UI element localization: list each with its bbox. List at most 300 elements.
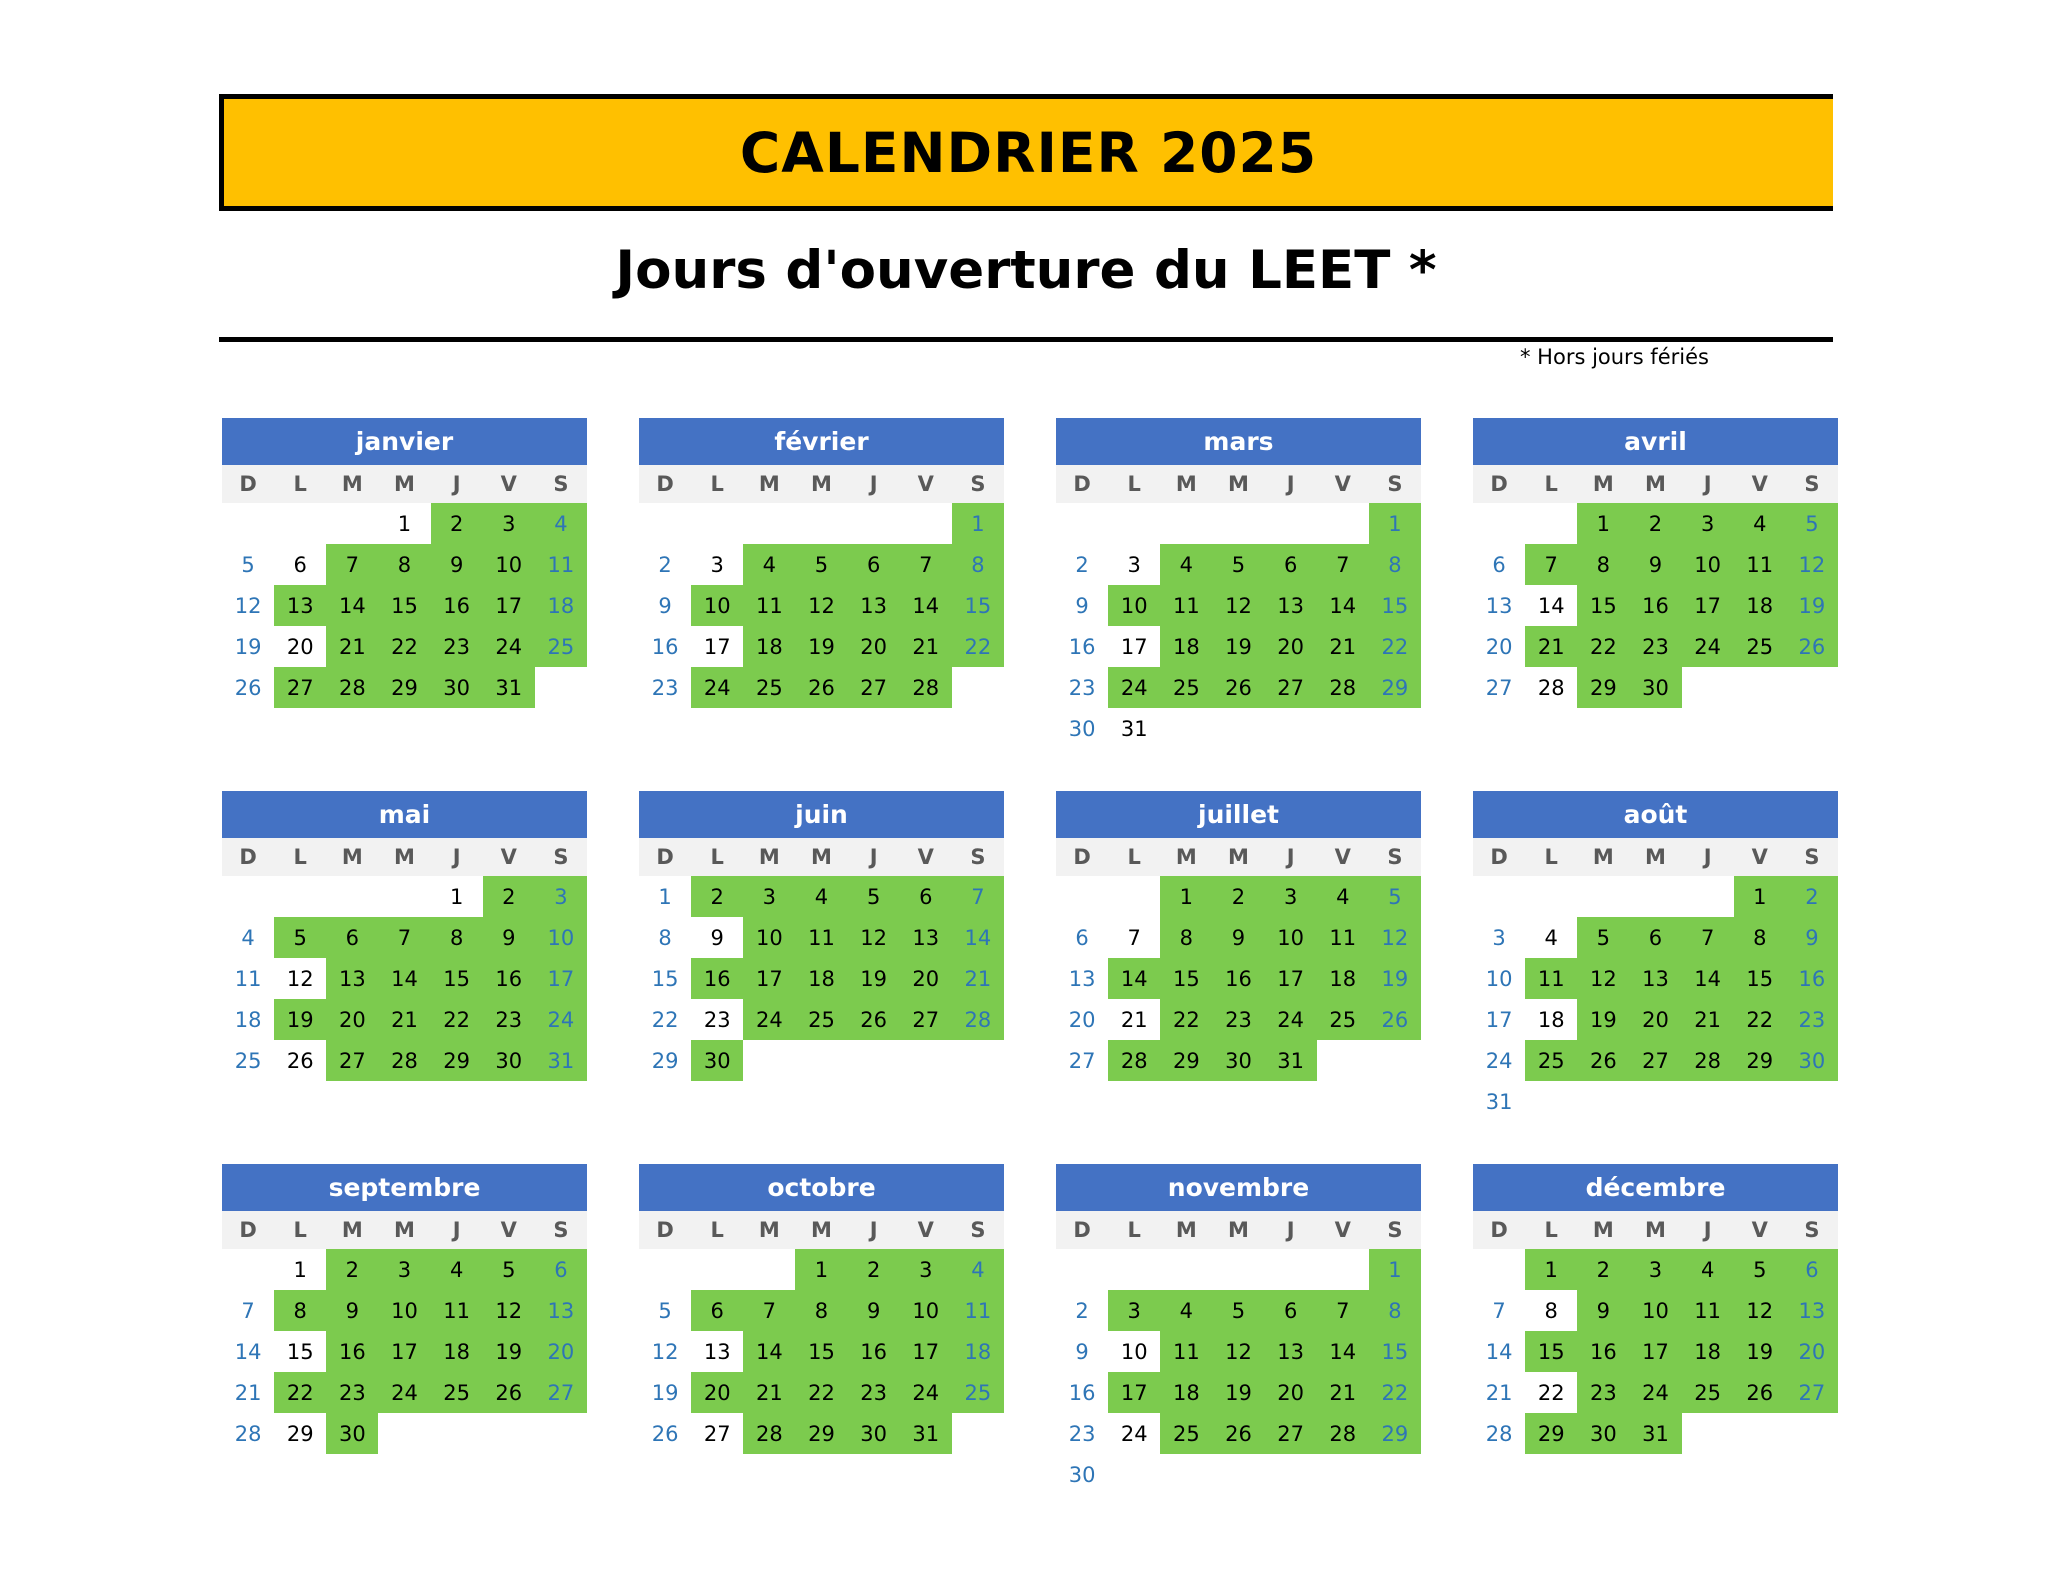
weekday-header (639, 465, 1004, 503)
day-cell: 12 (1786, 544, 1838, 585)
day-cell: 24 (483, 626, 535, 667)
day-cell: 26 (1577, 1040, 1629, 1081)
weekday-label: D (656, 1218, 674, 1242)
day-cell: 31 (1120, 716, 1148, 741)
day-cell: 19 (483, 1331, 535, 1372)
day-cell: 6 (293, 552, 307, 577)
empty-cell (1108, 503, 1160, 544)
day-cell: 28 (326, 667, 378, 708)
day-cell: 10 (743, 917, 795, 958)
day-cell: 2 (658, 552, 672, 577)
month-2 (639, 418, 1004, 708)
day-cell: 3 (1629, 1249, 1681, 1290)
day-cell: 15 (1160, 958, 1212, 999)
month-5 (222, 791, 587, 1081)
weekday-header (1056, 1211, 1421, 1249)
day-cell: 22 (378, 626, 430, 667)
day-cell: 25 (1682, 1372, 1734, 1413)
weekday-header (639, 1211, 1004, 1249)
day-cell: 27 (535, 1372, 587, 1413)
month-3 (1056, 418, 1421, 749)
day-cell: 7 (900, 544, 952, 585)
weekday-label: M (394, 1218, 415, 1242)
day-cell: 29 (651, 1048, 679, 1073)
empty-cell (1473, 876, 1525, 917)
empty-cell (1525, 876, 1577, 917)
day-cell: 21 (1317, 626, 1369, 667)
day-cell: 18 (1317, 958, 1369, 999)
day-cell: 14 (900, 585, 952, 626)
day-cell: 30 (691, 1040, 743, 1081)
day-cell: 27 (326, 1040, 378, 1081)
weekday-label: M (394, 845, 415, 869)
weekday-label: L (710, 845, 724, 869)
month-name: juillet (1056, 791, 1421, 838)
day-cell: 16 (1629, 585, 1681, 626)
day-cell: 24 (900, 1372, 952, 1413)
day-cell: 3 (1682, 503, 1734, 544)
day-cell: 12 (286, 966, 314, 991)
month-name: novembre (1056, 1164, 1421, 1211)
day-cell: 7 (1492, 1298, 1506, 1323)
day-cell: 16 (1068, 1380, 1096, 1405)
day-cell: 15 (952, 585, 1004, 626)
day-cell: 22 (1369, 626, 1421, 667)
day-cell: 24 (1108, 667, 1160, 708)
day-cell: 13 (274, 585, 326, 626)
weekday-label: V (500, 472, 517, 496)
day-cell: 3 (535, 876, 587, 917)
weekday-header (1473, 1211, 1838, 1249)
day-cell: 4 (795, 876, 847, 917)
empty-cell (743, 503, 795, 544)
weekday-label: M (811, 472, 832, 496)
day-cell: 8 (952, 544, 1004, 585)
month-name: septembre (222, 1164, 587, 1211)
weekday-label: M (1228, 1218, 1249, 1242)
day-cell: 13 (1629, 958, 1681, 999)
day-cell: 29 (431, 1040, 483, 1081)
day-cell: 31 (1485, 1089, 1513, 1114)
weekday-label: V (1751, 472, 1768, 496)
day-cell: 6 (848, 544, 900, 585)
day-cell: 12 (1212, 585, 1264, 626)
day-cell: 28 (234, 1421, 262, 1446)
day-cell: 23 (1786, 999, 1838, 1040)
day-cell: 11 (1160, 585, 1212, 626)
day-cell: 2 (1786, 876, 1838, 917)
empty-cell (1317, 1249, 1369, 1290)
day-cell: 27 (1629, 1040, 1681, 1081)
day-cell: 19 (1734, 1331, 1786, 1372)
day-cell: 18 (795, 958, 847, 999)
weekday-label: J (869, 845, 878, 869)
day-cell: 20 (326, 999, 378, 1040)
day-cell: 5 (241, 552, 255, 577)
day-cell: 18 (1682, 1331, 1734, 1372)
weekday-label: M (811, 1218, 832, 1242)
day-cell: 18 (1160, 1372, 1212, 1413)
day-cell: 30 (1068, 716, 1096, 741)
day-cell: 5 (483, 1249, 535, 1290)
day-cell: 4 (743, 544, 795, 585)
empty-cell (1473, 503, 1525, 544)
day-cell: 15 (431, 958, 483, 999)
empty-cell (1056, 503, 1108, 544)
day-cell: 31 (1629, 1413, 1681, 1454)
day-cell: 7 (378, 917, 430, 958)
day-cell: 18 (1537, 1007, 1565, 1032)
day-cell: 27 (274, 667, 326, 708)
empty-cell (1629, 876, 1681, 917)
day-cell: 21 (1317, 1372, 1369, 1413)
day-cell: 10 (1629, 1290, 1681, 1331)
weekday-label: J (452, 472, 461, 496)
day-cell: 26 (1786, 626, 1838, 667)
day-cell: 11 (431, 1290, 483, 1331)
day-cell: 12 (1212, 1331, 1264, 1372)
day-cell: 1 (1577, 503, 1629, 544)
day-cell: 24 (1265, 999, 1317, 1040)
day-cell: 23 (1212, 999, 1264, 1040)
day-cell: 2 (691, 876, 743, 917)
title-banner (219, 94, 1833, 211)
day-cell: 14 (952, 917, 1004, 958)
day-cell: 31 (535, 1040, 587, 1081)
day-cell: 8 (1369, 544, 1421, 585)
day-cell: 1 (293, 1257, 307, 1282)
weekday-header (222, 465, 587, 503)
weekday-label: V (500, 1218, 517, 1242)
day-cell: 15 (1577, 585, 1629, 626)
day-cell: 3 (1492, 925, 1506, 950)
day-cell: 9 (710, 925, 724, 950)
day-cell: 23 (1068, 1421, 1096, 1446)
day-cell: 25 (1525, 1040, 1577, 1081)
day-cell: 14 (1485, 1339, 1513, 1364)
weekday-label: S (970, 472, 986, 496)
day-cell: 13 (703, 1339, 731, 1364)
day-cell: 4 (1734, 503, 1786, 544)
day-cell: 24 (1629, 1372, 1681, 1413)
day-cell: 26 (795, 667, 847, 708)
empty-cell (639, 503, 691, 544)
day-cell: 13 (1265, 1331, 1317, 1372)
empty-cell (1160, 1249, 1212, 1290)
day-cell: 8 (274, 1290, 326, 1331)
day-cell: 14 (1317, 585, 1369, 626)
day-cell: 23 (1577, 1372, 1629, 1413)
weekday-label: L (1544, 845, 1558, 869)
day-cell: 25 (431, 1372, 483, 1413)
day-cell: 7 (743, 1290, 795, 1331)
empty-cell (1525, 503, 1577, 544)
day-cell: 4 (952, 1249, 1004, 1290)
day-cell: 20 (691, 1372, 743, 1413)
month-name: février (639, 418, 1004, 465)
day-cell: 10 (1108, 585, 1160, 626)
month-12 (1473, 1164, 1838, 1454)
day-cell: 30 (848, 1413, 900, 1454)
day-cell: 2 (1577, 1249, 1629, 1290)
day-cell: 21 (326, 626, 378, 667)
day-cell: 19 (1577, 999, 1629, 1040)
day-cell: 14 (1108, 958, 1160, 999)
weekday-label: L (1544, 472, 1558, 496)
day-cell: 29 (1577, 667, 1629, 708)
empty-cell (1473, 1249, 1525, 1290)
day-cell: 14 (326, 585, 378, 626)
month-1 (222, 418, 587, 708)
day-cell: 27 (900, 999, 952, 1040)
day-grid (222, 503, 587, 708)
day-cell: 22 (1369, 1372, 1421, 1413)
day-cell: 26 (1734, 1372, 1786, 1413)
weekday-label: V (917, 1218, 934, 1242)
day-cell: 20 (1629, 999, 1681, 1040)
empty-cell (1108, 1249, 1160, 1290)
day-cell: 5 (658, 1298, 672, 1323)
day-cell: 19 (795, 626, 847, 667)
day-cell: 6 (1075, 925, 1089, 950)
day-cell: 11 (535, 544, 587, 585)
weekday-label: D (656, 472, 674, 496)
day-cell: 4 (1160, 544, 1212, 585)
month-name: août (1473, 791, 1838, 838)
day-cell: 3 (1127, 552, 1141, 577)
day-cell: 25 (1317, 999, 1369, 1040)
day-cell: 4 (535, 503, 587, 544)
day-cell: 30 (1068, 1462, 1096, 1487)
day-cell: 17 (1265, 958, 1317, 999)
day-cell: 3 (743, 876, 795, 917)
day-cell: 20 (848, 626, 900, 667)
day-cell: 22 (1734, 999, 1786, 1040)
day-grid (1056, 876, 1421, 1081)
day-cell: 1 (658, 884, 672, 909)
weekday-label: V (500, 845, 517, 869)
day-cell: 28 (378, 1040, 430, 1081)
day-cell: 29 (286, 1421, 314, 1446)
day-cell: 2 (431, 503, 483, 544)
day-cell: 21 (952, 958, 1004, 999)
day-cell: 11 (1682, 1290, 1734, 1331)
day-cell: 25 (1160, 667, 1212, 708)
weekday-label: S (1804, 845, 1820, 869)
day-cell: 28 (1537, 675, 1565, 700)
day-cell: 12 (1734, 1290, 1786, 1331)
day-cell: 25 (535, 626, 587, 667)
weekday-label: S (1804, 472, 1820, 496)
weekday-label: D (1490, 845, 1508, 869)
weekday-label: M (758, 845, 780, 869)
day-cell: 21 (234, 1380, 262, 1405)
day-cell: 11 (1317, 917, 1369, 958)
day-cell: 18 (1160, 626, 1212, 667)
day-cell: 9 (1075, 1339, 1089, 1364)
day-cell: 2 (1075, 1298, 1089, 1323)
day-cell: 4 (431, 1249, 483, 1290)
month-name: avril (1473, 418, 1838, 465)
weekday-label: V (1751, 1218, 1768, 1242)
day-cell: 29 (1525, 1413, 1577, 1454)
day-cell: 7 (241, 1298, 255, 1323)
day-cell: 12 (651, 1339, 679, 1364)
day-cell: 26 (651, 1421, 679, 1446)
day-cell: 9 (1577, 1290, 1629, 1331)
day-cell: 18 (743, 626, 795, 667)
empty-cell (900, 503, 952, 544)
day-cell: 30 (326, 1413, 378, 1454)
day-cell: 26 (1212, 667, 1264, 708)
empty-cell (1212, 503, 1264, 544)
day-grid (1056, 503, 1421, 749)
day-cell: 1 (1160, 876, 1212, 917)
day-cell: 20 (535, 1331, 587, 1372)
weekday-label: D (656, 845, 674, 869)
day-cell: 8 (1369, 1290, 1421, 1331)
day-cell: 16 (691, 958, 743, 999)
empty-cell (1265, 1249, 1317, 1290)
day-cell: 30 (483, 1040, 535, 1081)
day-cell: 22 (1577, 626, 1629, 667)
day-cell: 11 (1734, 544, 1786, 585)
day-cell: 8 (795, 1290, 847, 1331)
day-cell: 22 (952, 626, 1004, 667)
day-grid (639, 503, 1004, 708)
month-name: mai (222, 791, 587, 838)
weekday-label: J (452, 845, 461, 869)
weekday-label: D (1073, 472, 1091, 496)
day-cell: 19 (1786, 585, 1838, 626)
day-cell: 15 (795, 1331, 847, 1372)
day-cell: 6 (691, 1290, 743, 1331)
weekday-label: S (553, 472, 569, 496)
empty-cell (691, 503, 743, 544)
day-cell: 28 (743, 1413, 795, 1454)
day-cell: 12 (1577, 958, 1629, 999)
divider (219, 337, 1833, 342)
day-cell: 18 (1734, 585, 1786, 626)
day-cell: 10 (1485, 966, 1513, 991)
day-cell: 12 (1369, 917, 1421, 958)
day-cell: 10 (1682, 544, 1734, 585)
day-cell: 30 (431, 667, 483, 708)
day-cell: 25 (743, 667, 795, 708)
day-cell: 13 (1485, 593, 1513, 618)
day-grid (1473, 876, 1838, 1122)
month-name: mars (1056, 418, 1421, 465)
day-cell: 4 (1544, 925, 1558, 950)
day-cell: 6 (1265, 544, 1317, 585)
day-cell: 26 (1212, 1413, 1264, 1454)
day-cell: 5 (1577, 917, 1629, 958)
day-cell: 16 (848, 1331, 900, 1372)
weekday-label: S (970, 845, 986, 869)
day-cell: 20 (1265, 1372, 1317, 1413)
weekday-label: L (710, 1218, 724, 1242)
weekday-label: M (1592, 845, 1614, 869)
day-cell: 27 (1485, 675, 1513, 700)
day-grid (639, 876, 1004, 1081)
weekday-label: D (239, 1218, 257, 1242)
day-cell: 12 (234, 593, 262, 618)
day-cell: 10 (378, 1290, 430, 1331)
day-cell: 17 (743, 958, 795, 999)
day-cell: 24 (743, 999, 795, 1040)
empty-cell (378, 876, 430, 917)
weekday-label: J (1703, 472, 1712, 496)
day-cell: 20 (1786, 1331, 1838, 1372)
weekday-label: J (1286, 472, 1295, 496)
day-cell: 7 (1317, 1290, 1369, 1331)
weekday-label: M (1175, 472, 1197, 496)
day-cell: 7 (952, 876, 1004, 917)
day-cell: 25 (234, 1048, 262, 1073)
day-cell: 6 (1629, 917, 1681, 958)
month-8 (1473, 791, 1838, 1122)
month-11 (1056, 1164, 1421, 1495)
weekday-label: M (1645, 1218, 1666, 1242)
weekday-label: M (1228, 845, 1249, 869)
weekday-label: L (1544, 1218, 1558, 1242)
day-grid (1473, 1249, 1838, 1454)
day-cell: 29 (1734, 1040, 1786, 1081)
empty-cell (222, 1249, 274, 1290)
day-cell: 15 (1369, 585, 1421, 626)
day-cell: 30 (1212, 1040, 1264, 1081)
empty-cell (1108, 876, 1160, 917)
weekday-label: L (293, 472, 307, 496)
day-cell: 10 (1120, 1339, 1148, 1364)
weekday-label: M (1228, 472, 1249, 496)
day-cell: 13 (326, 958, 378, 999)
day-cell: 24 (691, 667, 743, 708)
day-cell: 17 (483, 585, 535, 626)
weekday-label: D (1490, 1218, 1508, 1242)
day-cell: 17 (1485, 1007, 1513, 1032)
weekday-label: S (1387, 472, 1403, 496)
day-cell: 8 (1734, 917, 1786, 958)
day-cell: 8 (378, 544, 430, 585)
day-cell: 5 (1212, 544, 1264, 585)
day-cell: 9 (483, 917, 535, 958)
day-cell: 14 (1682, 958, 1734, 999)
day-cell: 21 (1525, 626, 1577, 667)
empty-cell (1056, 1249, 1108, 1290)
day-cell: 1 (795, 1249, 847, 1290)
day-cell: 7 (1525, 544, 1577, 585)
day-cell: 3 (378, 1249, 430, 1290)
day-cell: 21 (1485, 1380, 1513, 1405)
day-cell: 25 (795, 999, 847, 1040)
day-cell: 23 (483, 999, 535, 1040)
day-grid (222, 1249, 587, 1454)
day-cell: 23 (1629, 626, 1681, 667)
day-cell: 11 (1525, 958, 1577, 999)
day-cell: 17 (378, 1331, 430, 1372)
weekday-label: J (869, 1218, 878, 1242)
day-cell: 24 (1682, 626, 1734, 667)
day-cell: 18 (952, 1331, 1004, 1372)
day-cell: 3 (900, 1249, 952, 1290)
day-cell: 14 (743, 1331, 795, 1372)
day-cell: 3 (1108, 1290, 1160, 1331)
day-cell: 16 (1577, 1331, 1629, 1372)
weekday-label: S (553, 1218, 569, 1242)
day-cell: 27 (1265, 1413, 1317, 1454)
day-cell: 1 (952, 503, 1004, 544)
